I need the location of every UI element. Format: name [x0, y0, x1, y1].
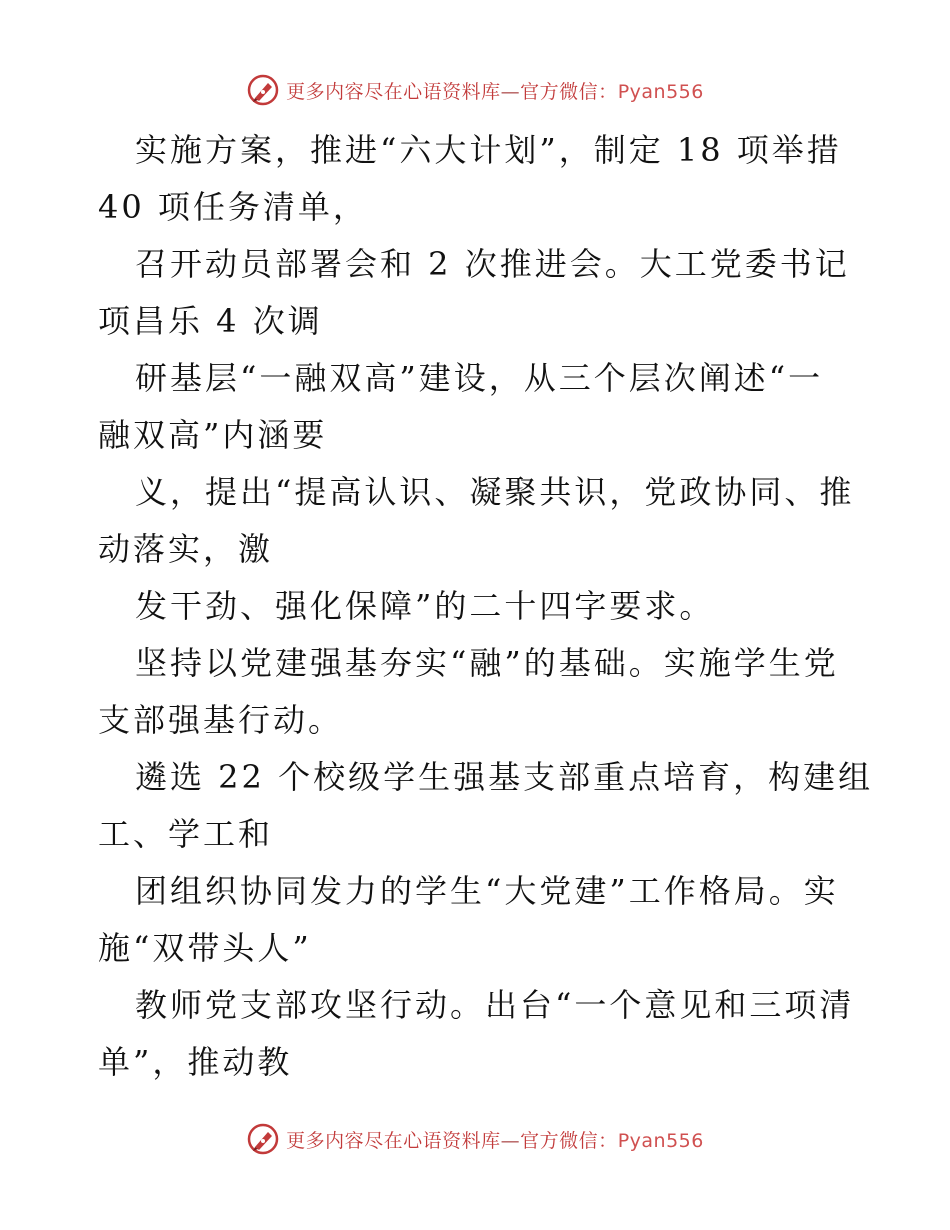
header-site-text: 更多内容尽在心语资料库	[286, 80, 501, 103]
paragraph-line: 研基层“一融双高”建设，从三个层次阐述“一	[135, 359, 824, 397]
paragraph-line: 支部强基行动。	[98, 701, 344, 739]
paragraph-line: 单”，推动教	[98, 1043, 293, 1081]
paragraph-line: 发干劲、强化保障”的二十四字要求。	[135, 587, 715, 625]
paragraph-line: 义，提出“提高认识、凝聚共识，党政协同、推	[135, 473, 855, 511]
paragraph-line: 教师党支部攻坚行动。出台“一个意见和三项清	[135, 986, 855, 1024]
header-wechat-label: 官方微信：	[520, 80, 618, 103]
footer-separator: —	[500, 1129, 521, 1152]
header-watermark-banner	[0, 70, 950, 110]
paragraph-line: 项昌乐 4 次调	[98, 302, 323, 340]
footer-watermark-text	[286, 1126, 704, 1153]
paragraph-line: 团组织协同发力的学生“大党建”工作格局。实	[135, 872, 839, 910]
paragraph-line: 施“双带头人”	[98, 929, 312, 967]
paragraph-line: 融双高”内涵要	[98, 416, 328, 454]
paragraph-line: 实施方案，推进“六大计划”，制定 18 项举措	[135, 131, 842, 169]
paragraph-line: 召开动员部署会和 2 次推进会。大工党委书记	[135, 245, 850, 283]
header-watermark-text	[286, 77, 704, 104]
paragraph-line: 工、学工和	[98, 815, 274, 853]
pen-nib-logo-icon	[246, 73, 280, 107]
footer-watermark-banner	[0, 1119, 950, 1159]
pen-nib-logo-icon	[246, 1122, 280, 1156]
header-wechat-id: Pyan556	[617, 80, 704, 103]
paragraph-line: 动落实，激	[98, 530, 274, 568]
paragraph-line: 坚持以党建强基夯实“融”的基础。实施学生党	[135, 644, 839, 682]
paragraph-line: 遴选 22 个校级学生强基支部重点培育，构建组	[135, 758, 874, 796]
footer-site-text: 更多内容尽在心语资料库	[286, 1129, 501, 1152]
paragraph-line: 40 项任务清单，	[98, 188, 368, 226]
footer-wechat-label: 官方微信：	[520, 1129, 618, 1152]
header-separator: —	[500, 80, 521, 103]
footer-wechat-id: Pyan556	[617, 1129, 704, 1152]
